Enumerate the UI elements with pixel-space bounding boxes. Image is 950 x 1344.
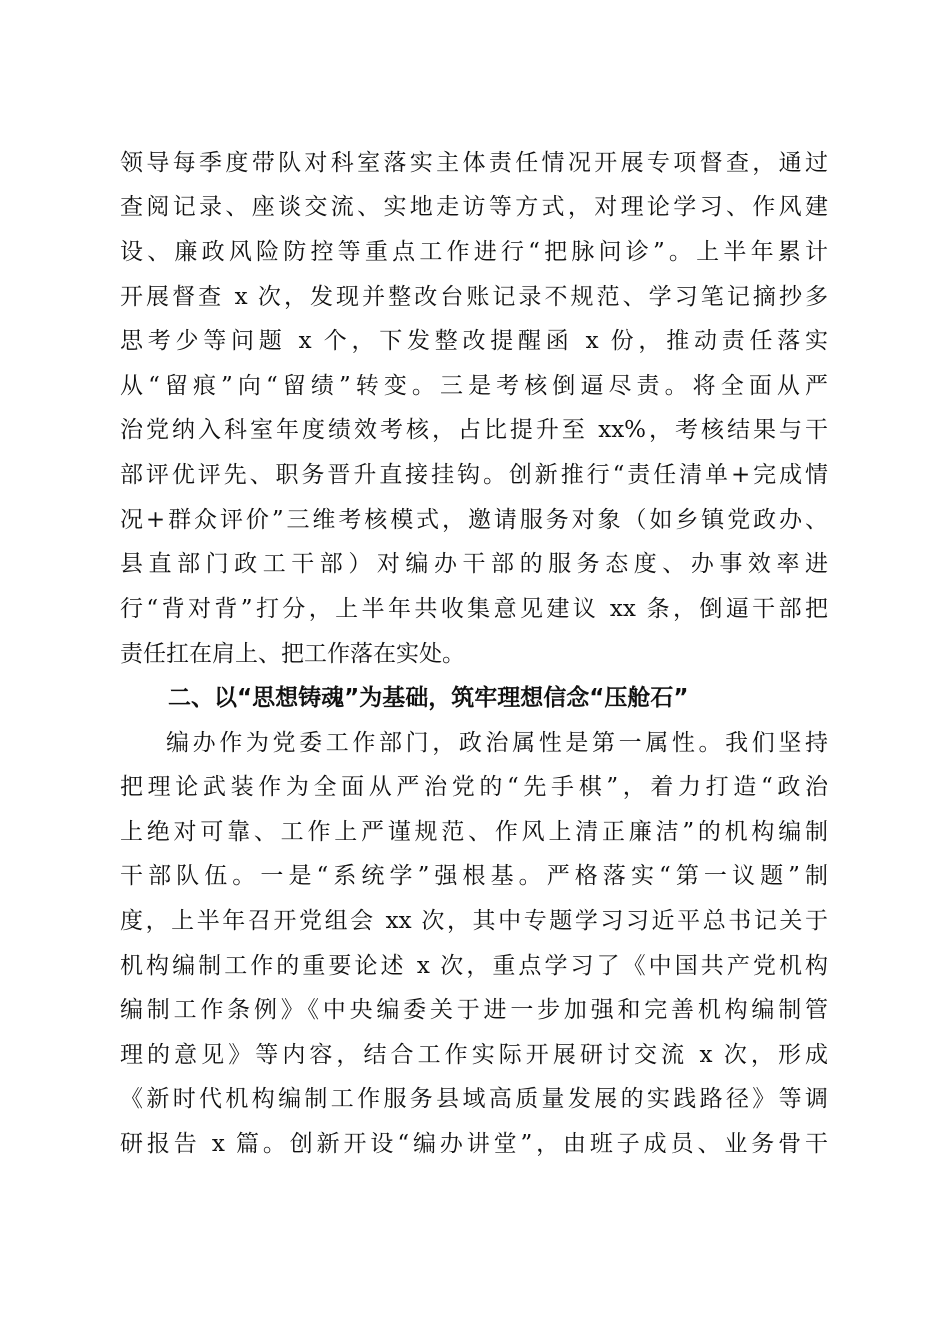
paragraph-line: 机构编制工作的重要论述 x 次，重点学习了《中国共产党机构 — [120, 953, 828, 979]
paragraph-line: 设、廉政风险防控等重点工作进行“把脉问诊”。上半年累计 — [120, 239, 828, 265]
paragraph-line: 行“背对背”打分，上半年共收集意见建议 xx 条，倒逼干部把 — [120, 596, 828, 622]
paragraph-line: 部评优评先、职务晋升直接挂钩。创新推行“责任清单+完成情 — [120, 462, 828, 488]
paragraph-line: 责任扛在肩上、把工作落在实处。 — [120, 641, 465, 667]
paragraph-line: 况+群众评价”三维考核模式，邀请服务对象（如乡镇党政办、 — [120, 507, 828, 533]
paragraph-line: 干部队伍。一是“系统学”强根基。严格落实“第一议题”制 — [120, 863, 828, 889]
paragraph-line: 把理论武装作为全面从严治党的“先手棋”，着力打造“政治 — [120, 774, 828, 800]
paragraph-line: 编办作为党委工作部门，政治属性是第一属性。我们坚持 — [166, 730, 828, 756]
section-heading: 二、以“思想铸魂”为基础，筑牢理想信念“压舱石” — [168, 685, 689, 711]
paragraph-line: 查阅记录、座谈交流、实地走访等方式，对理论学习、作风建 — [120, 194, 828, 220]
paragraph-line: 研报告 x 篇。创新开设“编办讲堂”，由班子成员、业务骨干 — [120, 1131, 828, 1157]
paragraph-line: 治党纳入科室年度绩效考核，占比提升至 xx%，考核结果与干 — [120, 417, 828, 443]
paragraph-line: 上绝对可靠、工作上严谨规范、作风上清正廉洁”的机构编制 — [120, 819, 828, 845]
paragraph-line: 理的意见》等内容，结合工作实际开展研讨交流 x 次，形成 — [120, 1042, 828, 1068]
paragraph-line: 领导每季度带队对科室落实主体责任情况开展专项督查，通过 — [120, 150, 828, 176]
paragraph-line: 思考少等问题 x 个，下发整改提醒函 x 份，推动责任落实 — [120, 328, 828, 354]
paragraph-line: 开展督查 x 次，发现并整改台账记录不规范、学习笔记摘抄多 — [120, 284, 828, 310]
paragraph-line: 从“留痕”向“留绩”转变。三是考核倒逼尽责。将全面从严 — [120, 373, 828, 399]
paragraph-line: 编制工作条例》《中央编委关于进一步加强和完善机构编制管 — [120, 997, 828, 1023]
paragraph-line: 度，上半年召开党组会 xx 次，其中专题学习习近平总书记关于 — [120, 908, 828, 934]
paragraph-line: 县直部门政工干部）对编办干部的服务态度、办事效率进 — [120, 551, 828, 577]
paragraph-line: 《新时代机构编制工作服务县域高质量发展的实践路径》等调 — [120, 1086, 828, 1112]
